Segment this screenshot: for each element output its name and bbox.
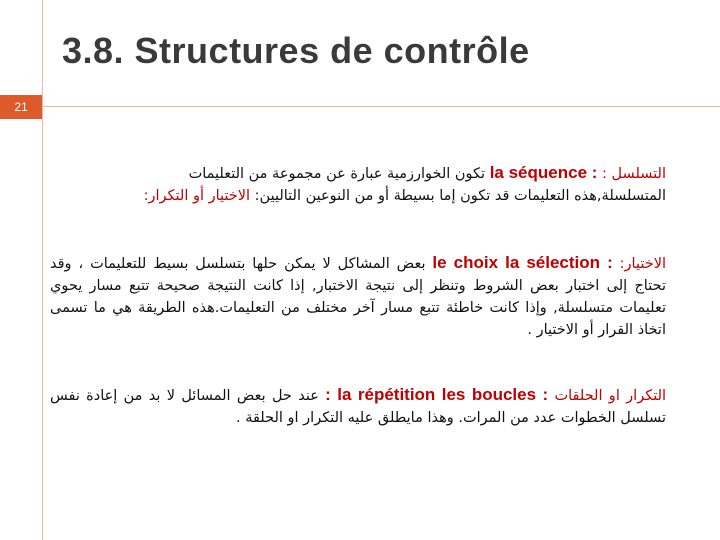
page-number-badge: 21 <box>0 95 42 119</box>
sequence-term-ar: التسلسل : <box>602 166 666 182</box>
slide-title: 3.8. Structures de contrôle <box>62 30 530 71</box>
selection-text: بعض المشاكل لا يمكن حلها بتسلسل بسيط للتعليمات ، وقد تحتاج إلى اختبار بعض الشروط وتنظر إلى نتيجة الاختبار, إذا كانت النتيجة صحيحة تتبع مسار يحوي تعليمات متسلسلة, وإذا كانت خاطئة تتبع مسار آخر مختلف من التعليمات.هذه الطريقة هي ما تسمى اتخاذ القرار أو الاختيار . <box>50 256 666 338</box>
selection-paragraph <box>50 252 666 341</box>
sequence-term-fr: la séquence : <box>489 163 598 182</box>
selection-term-fr: le choix la sélection : <box>432 253 613 272</box>
repetition-term-ar: التكرار او الحلقات <box>554 388 667 404</box>
sequence-text-line1: تكون الخوارزمية عبارة عن مجموعة من التعليمات <box>188 166 486 182</box>
horizontal-divider-line <box>42 106 720 107</box>
sequence-terms-ref: الاختيار أو التكرار: <box>143 188 251 204</box>
repetition-term-fr: : la répétition les boucles : <box>325 385 549 404</box>
sequence-text-line2: المتسلسلة,هذه التعليمات قد تكون إما بسيطة أو من النوعين التاليين: <box>254 188 666 204</box>
repetition-paragraph <box>50 384 666 429</box>
sequence-paragraph <box>50 162 666 207</box>
vertical-divider-line <box>42 0 43 540</box>
selection-term-ar: الاختيار: <box>619 256 666 272</box>
repetition-text: عند حل بعض المسائل لا بد من إعادة نفس تسلسل الخطوات عدد من المرات. وهذا مايطلق عليه التكرار او الحلقة . <box>50 388 666 426</box>
